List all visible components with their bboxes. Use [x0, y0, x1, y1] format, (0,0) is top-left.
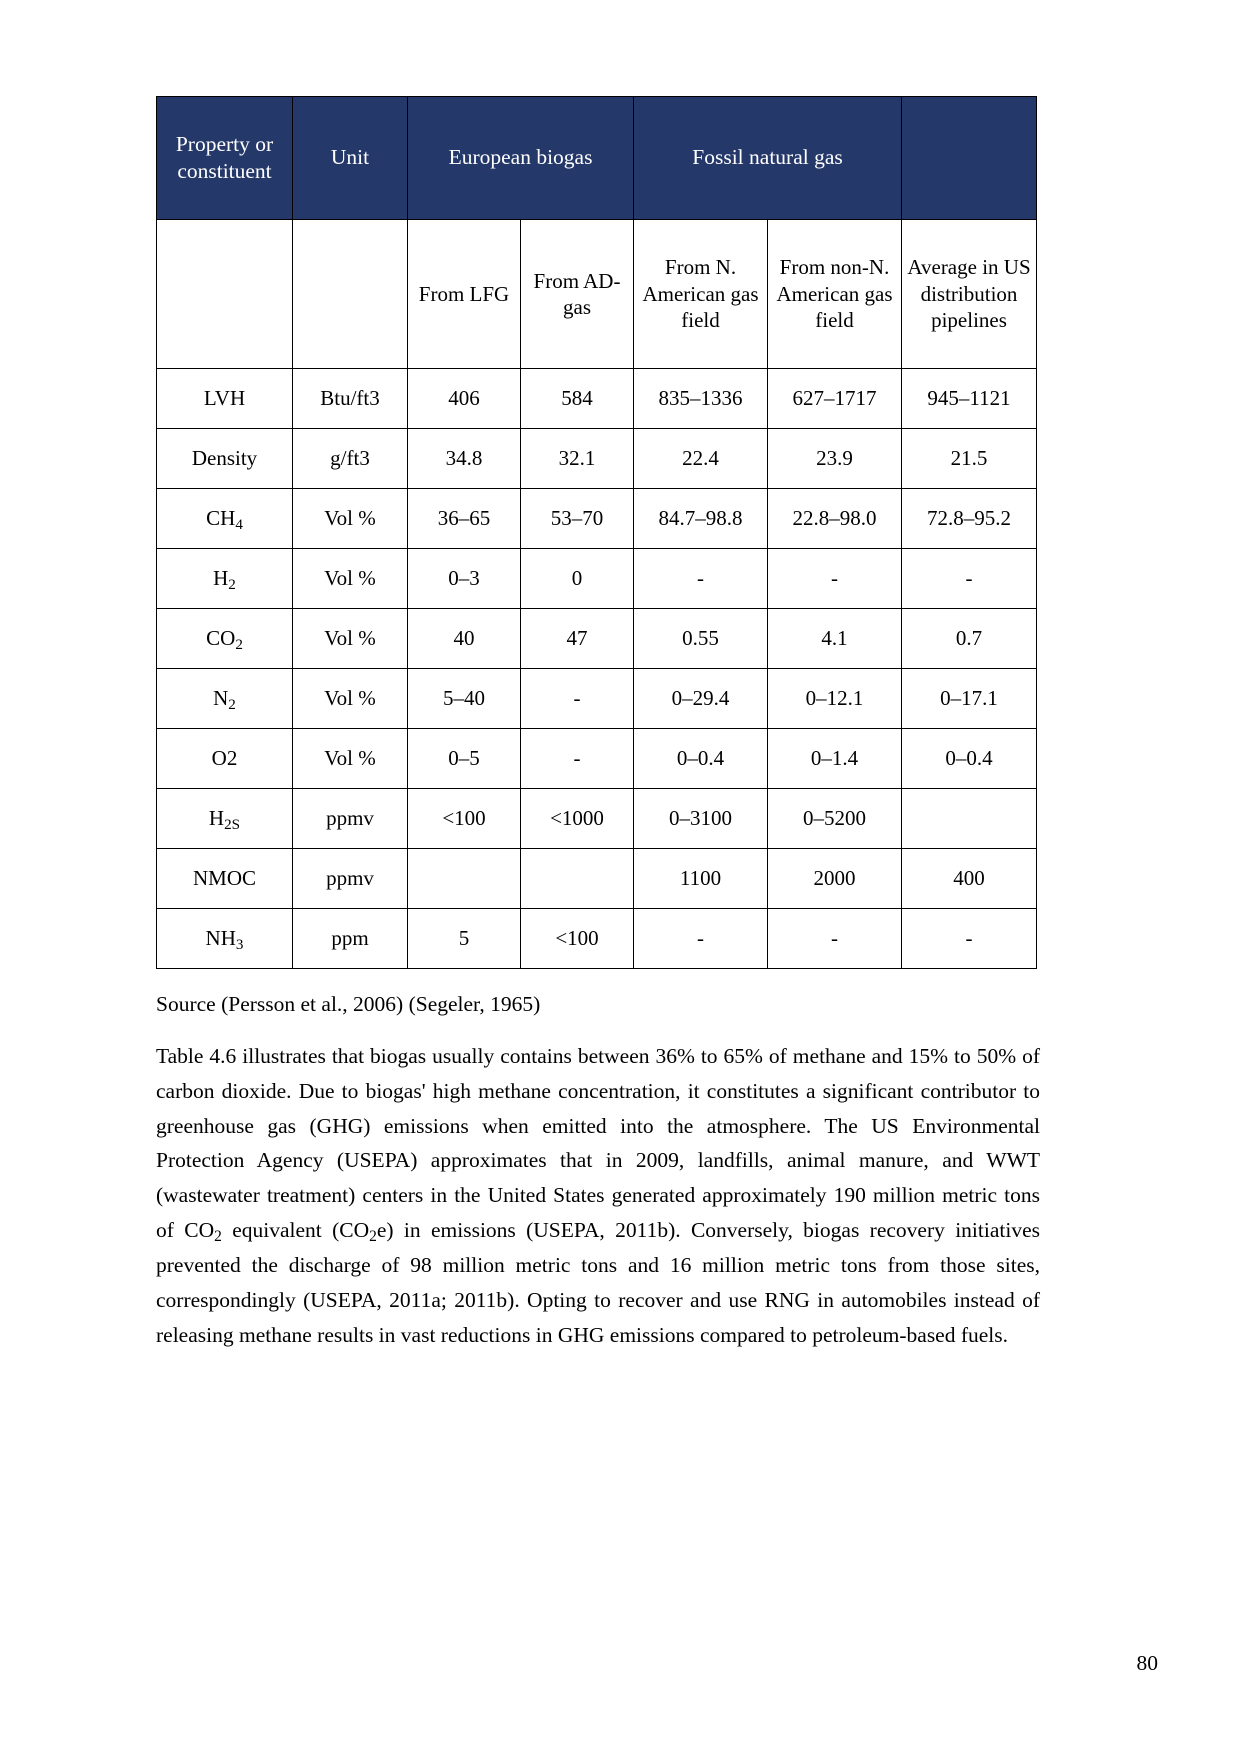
cell-unit: Vol %	[293, 549, 408, 609]
cell-average-us-pipelines: 21.5	[902, 429, 1037, 489]
cell-from-non-na-gas-field: 0–1.4	[768, 729, 902, 789]
biogas-composition-table	[156, 96, 1037, 969]
cell-average-us-pipelines: -	[902, 549, 1037, 609]
cell-from-lfg: <100	[408, 789, 521, 849]
cell-property-subscript: 2	[235, 636, 243, 653]
cell-unit: ppmv	[293, 849, 408, 909]
table-header-row-top	[157, 97, 1037, 220]
cell-property: $CH_4$	[157, 489, 293, 549]
cell-from-ad-gas: 584	[521, 369, 634, 429]
cell-from-na-gas-field: 835–1336	[634, 369, 768, 429]
cell-from-lfg: 36–65	[408, 489, 521, 549]
table-row	[157, 849, 1037, 909]
cell-average-us-pipelines: 0–0.4	[902, 729, 1037, 789]
cell-from-ad-gas: 47	[521, 609, 634, 669]
cell-from-non-na-gas-field: 22.8–98.0	[768, 489, 902, 549]
cell-from-na-gas-field: -	[634, 909, 768, 969]
cell-property: NMOC	[157, 849, 293, 909]
cell-from-non-na-gas-field: 2000	[768, 849, 902, 909]
cell-from-lfg: 40	[408, 609, 521, 669]
cell-from-na-gas-field: 0–29.4	[634, 669, 768, 729]
cell-from-non-na-gas-field: 4.1	[768, 609, 902, 669]
subheader-from-lfg: From LFG	[408, 220, 521, 369]
table-body	[157, 369, 1037, 969]
cell-from-na-gas-field: 22.4	[634, 429, 768, 489]
cell-unit: Vol %	[293, 729, 408, 789]
subheader-from-na-gas-field: From N. American gas field	[634, 220, 768, 369]
cell-property: Density	[157, 429, 293, 489]
subheader-blank-unit	[293, 220, 408, 369]
cell-from-lfg: 5	[408, 909, 521, 969]
table-header-row-sub	[157, 220, 1037, 369]
cell-property: $H_{2S}$	[157, 789, 293, 849]
header-european-biogas: European biogas	[408, 97, 634, 220]
cell-from-lfg: 34.8	[408, 429, 521, 489]
cell-average-us-pipelines: 0–17.1	[902, 669, 1037, 729]
cell-unit: Vol %	[293, 669, 408, 729]
cell-property: $NH_3$	[157, 909, 293, 969]
table-row	[157, 429, 1037, 489]
cell-from-ad-gas	[521, 849, 634, 909]
table-row	[157, 549, 1037, 609]
cell-unit: Btu/ft3	[293, 369, 408, 429]
table-row	[157, 729, 1037, 789]
cell-from-lfg: 0–5	[408, 729, 521, 789]
cell-from-non-na-gas-field: 23.9	[768, 429, 902, 489]
table-row	[157, 489, 1037, 549]
cell-from-non-na-gas-field: 627–1717	[768, 369, 902, 429]
cell-from-na-gas-field: 0–0.4	[634, 729, 768, 789]
cell-from-ad-gas: 0	[521, 549, 634, 609]
header-unit: Unit	[293, 97, 408, 220]
table-row	[157, 369, 1037, 429]
cell-unit: g/ft3	[293, 429, 408, 489]
table-row	[157, 909, 1037, 969]
cell-average-us-pipelines: 400	[902, 849, 1037, 909]
cell-from-na-gas-field: -	[634, 549, 768, 609]
subheader-from-non-na-gas-field: From non-N. American gas field	[768, 220, 902, 369]
cell-property: $H_2$	[157, 549, 293, 609]
cell-from-ad-gas: <1000	[521, 789, 634, 849]
cell-from-ad-gas: 32.1	[521, 429, 634, 489]
table-row	[157, 789, 1037, 849]
cell-property-subscript: 4	[235, 516, 243, 533]
cell-from-ad-gas: <100	[521, 909, 634, 969]
cell-unit: Vol %	[293, 609, 408, 669]
table-head	[157, 97, 1037, 369]
page-content	[156, 96, 1040, 1352]
cell-property-subscript: 2	[228, 576, 236, 593]
cell-property-subscript: 2	[228, 696, 236, 713]
table-row	[157, 609, 1037, 669]
body-paragraph: Table 4.6 illustrates that biogas usually contains between 36% to 65% of methane and 15% to 50% of carbon dioxide. Due to biogas' high methane concentration, it constitutes a significant contributor to greenhouse gas (GHG) emissions when emitted into the atmosphere. The US Environmental Protection Agency (USEPA) approximates that in 2009, landfills, animal manure, and WWT (wastewater treatment) centers in the United States generated approximately 190 million metric tons of $CO_2$ equivalent $(CO_2e)$ in emissions (USEPA, 2011b). Conversely, biogas recovery initiatives prevented the discharge of 98 million metric tons and 16 million metric tons from those sites, correspondingly (USEPA, 2011a; 2011b). Opting to recover and use RNG in automobiles instead of releasing methane results in vast reductions in GHG emissions compared to petroleum-based fuels.	[156, 1043, 1040, 1347]
cell-property: $N_2$	[157, 669, 293, 729]
subheader-blank-property	[157, 220, 293, 369]
chemical-formula: $CO_2e$	[339, 1218, 387, 1246]
cell-unit: ppmv	[293, 789, 408, 849]
cell-average-us-pipelines: -	[902, 909, 1037, 969]
cell-property-subscript: 2S	[224, 816, 241, 833]
cell-from-na-gas-field: 84.7–98.8	[634, 489, 768, 549]
cell-average-us-pipelines: 0.7	[902, 609, 1037, 669]
cell-from-ad-gas: -	[521, 669, 634, 729]
subheader-from-ad-gas: From AD-gas	[521, 220, 634, 369]
cell-from-lfg: 0–3	[408, 549, 521, 609]
cell-average-us-pipelines: 72.8–95.2	[902, 489, 1037, 549]
cell-from-lfg: 406	[408, 369, 521, 429]
cell-from-ad-gas: 53–70	[521, 489, 634, 549]
cell-property-subscript: 3	[235, 936, 244, 953]
table-source-caption: Source (Persson et al., 2006) (Segeler, 1965)	[156, 992, 541, 1016]
header-property-or-constituent: Property or constituent	[157, 97, 293, 220]
cell-property: O2	[157, 729, 293, 789]
cell-from-non-na-gas-field: -	[768, 549, 902, 609]
table-row	[157, 669, 1037, 729]
cell-average-us-pipelines	[902, 789, 1037, 849]
cell-from-lfg	[408, 849, 521, 909]
cell-from-non-na-gas-field: -	[768, 909, 902, 969]
cell-from-ad-gas: -	[521, 729, 634, 789]
cell-from-na-gas-field: 0.55	[634, 609, 768, 669]
cell-from-lfg: 5–40	[408, 669, 521, 729]
cell-from-non-na-gas-field: 0–12.1	[768, 669, 902, 729]
cell-property: LVH	[157, 369, 293, 429]
subheader-average-us-distribution-pipelines: Average in US distribution pipelines	[902, 220, 1037, 369]
cell-unit: Vol %	[293, 489, 408, 549]
cell-unit: ppm	[293, 909, 408, 969]
cell-from-non-na-gas-field: 0–5200	[768, 789, 902, 849]
header-blank	[902, 97, 1037, 220]
cell-from-na-gas-field: 0–3100	[634, 789, 768, 849]
cell-property: $CO_2$	[157, 609, 293, 669]
cell-average-us-pipelines: 945–1121	[902, 369, 1037, 429]
cell-from-na-gas-field: 1100	[634, 849, 768, 909]
header-fossil-natural-gas: Fossil natural gas	[634, 97, 902, 220]
page-number: 80	[1136, 1651, 1158, 1675]
chemical-formula: $CO_2$	[184, 1218, 222, 1246]
